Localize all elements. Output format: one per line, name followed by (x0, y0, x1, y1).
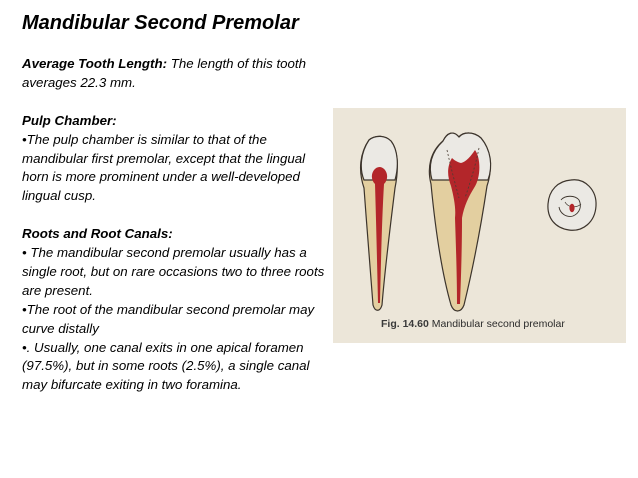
figure-caption-text: Mandibular second premolar (431, 318, 565, 330)
average-length-paragraph (22, 55, 332, 93)
spacer (22, 93, 332, 112)
pulp-chamber-bullet: •The pulp chamber is similar to that of the mandibular first premolar, except that the lingual horn is more prominent under a well-developed lingual cusp. (22, 131, 306, 204)
roots-label: Roots and Root Canals: (22, 226, 173, 242)
spacer (22, 206, 332, 225)
average-length-label: Average Tooth Length: (22, 56, 168, 71)
tooth-cross-section (548, 180, 596, 230)
slide-title: Mandibular Second Premolar (22, 12, 299, 34)
tooth-illustration (333, 108, 626, 343)
tooth-buccolingual-section (429, 133, 490, 311)
figure-caption (381, 318, 565, 330)
pulp-chamber-label: Pulp Chamber: (22, 112, 117, 128)
average-length-text: The length of this tooth averages 22.3 mm. (22, 56, 307, 90)
roots-bullet-2: •The root of the mandibular second premolar may curve distally (22, 301, 315, 336)
figure-number: Fig. 14.60 (381, 318, 429, 330)
tooth-mesiodistal-section (361, 136, 398, 310)
roots-bullet-3: •. Usually, one canal exits in one apical foramen (97.5%), but in some roots (2.5%), a single canal may bifurcate exiting in two foramina. (22, 339, 310, 393)
tooth-figure (333, 108, 626, 343)
slide-body (22, 55, 332, 395)
roots-bullet-1: • The mandibular second premolar usually has a single root, but on rare occasions two to three roots are present. (22, 245, 325, 298)
